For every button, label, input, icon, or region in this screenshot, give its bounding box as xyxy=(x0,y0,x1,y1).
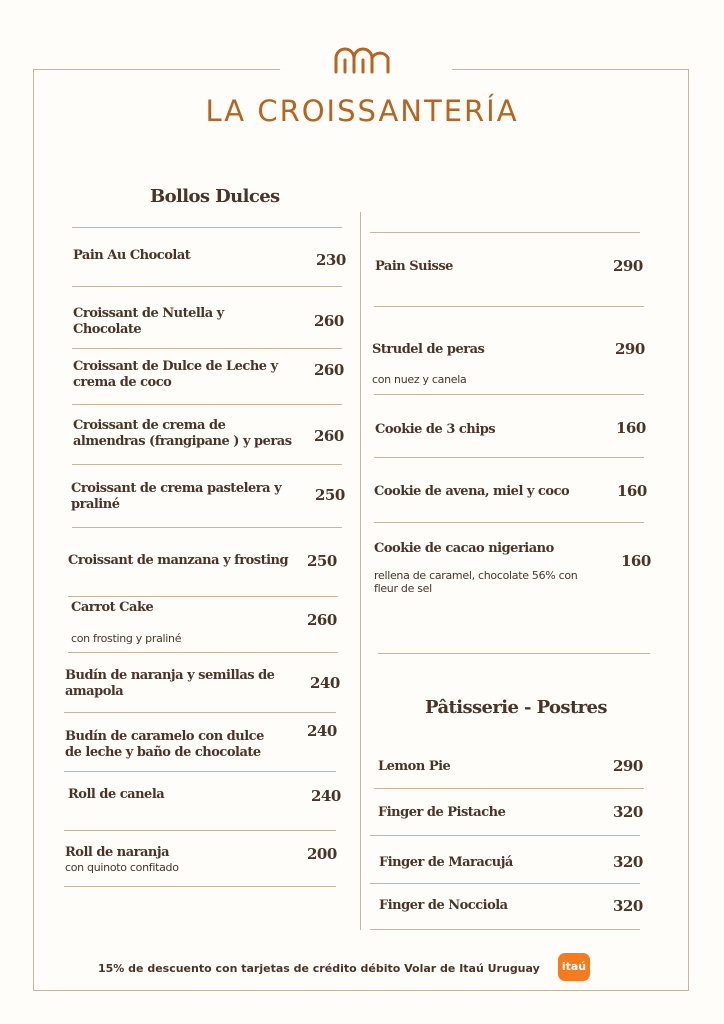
column-divider xyxy=(360,212,361,930)
divider xyxy=(68,596,338,597)
menu-item-name: Croissant de manzana y frosting xyxy=(68,553,289,568)
divider xyxy=(374,788,644,789)
menu-item-name: Croissant de crema pastelera y praliné xyxy=(71,481,282,512)
divider xyxy=(72,286,342,287)
menu-item-price: 290 xyxy=(615,340,645,358)
menu-item-description: rellena de caramel, chocolate 56% con fleur de sel xyxy=(374,569,578,595)
menu-item-name: Croissant de Dulce de Leche y crema de coco xyxy=(73,359,278,390)
menu-item-name: Carrot Cake xyxy=(71,600,154,615)
menu-item-price: 250 xyxy=(307,552,337,570)
divider xyxy=(370,232,640,233)
divider xyxy=(374,522,644,523)
menu-item-name: Cookie de 3 chips xyxy=(375,422,496,437)
menu-item-name: Roll de naranja xyxy=(65,845,169,860)
section-title-patisserie: Pâtisserie - Postres xyxy=(425,697,607,718)
promo-text: 15% de descuento con tarjetas de crédito débito Volar de Itaú Uruguay xyxy=(98,962,540,975)
section-title-bollos: Bollos Dulces xyxy=(150,186,280,207)
divider xyxy=(378,653,650,654)
menu-item-price: 160 xyxy=(617,482,647,500)
divider xyxy=(64,771,336,772)
menu-item-price: 160 xyxy=(621,552,651,570)
menu-item-name: Finger de Maracujá xyxy=(379,855,513,870)
menu-item-price: 240 xyxy=(311,787,341,805)
itau-logo: itaú xyxy=(558,953,590,981)
menu-item-name: Finger de Nocciola xyxy=(379,898,508,913)
divider xyxy=(374,394,644,395)
menu-item-name: Roll de canela xyxy=(68,787,165,802)
menu-item-price: 290 xyxy=(613,257,643,275)
divider xyxy=(374,306,644,307)
menu-item-price: 290 xyxy=(613,757,643,775)
menu-item-name: Budín de caramelo con dulce de leche y baño de chocolate xyxy=(65,729,264,760)
divider xyxy=(72,527,342,528)
divider xyxy=(64,886,336,887)
menu-item-name: Croissant de Nutella y Chocolate xyxy=(73,306,224,337)
menu-item-name: Croissant de crema de almendras (frangipane ) y peras xyxy=(73,418,292,449)
menu-item-price: 260 xyxy=(314,361,344,379)
brand-title: LA CROISSANTERÍA xyxy=(205,94,519,128)
menu-item-price: 320 xyxy=(613,897,643,915)
menu-item-name: Finger de Pistache xyxy=(378,805,506,820)
menu-item-description: con quinoto confitado xyxy=(65,861,179,874)
divider xyxy=(68,652,338,653)
menu-item-name: Strudel de peras xyxy=(372,342,485,357)
menu-item-price: 260 xyxy=(314,312,344,330)
divider xyxy=(370,835,640,836)
menu-item-name: Pain Au Chocolat xyxy=(73,248,191,263)
divider xyxy=(72,348,342,349)
menu-item-name: Cookie de cacao nigeriano xyxy=(374,541,554,556)
menu-item-name: Budín de naranja y semillas de amapola xyxy=(65,668,275,699)
divider xyxy=(72,227,342,228)
menu-item-price: 160 xyxy=(616,419,646,437)
menu-item-price: 320 xyxy=(613,853,643,871)
menu-item-price: 260 xyxy=(307,611,337,629)
divider xyxy=(72,404,342,405)
menu-item-price: 320 xyxy=(613,803,643,821)
croissant-logo-icon xyxy=(330,44,394,76)
menu-item-price: 230 xyxy=(316,251,346,269)
menu-item-price: 240 xyxy=(310,674,340,692)
menu-item-description: con frosting y praliné xyxy=(71,632,182,645)
divider xyxy=(370,883,640,884)
menu-item-name: Pain Suisse xyxy=(375,259,453,274)
menu-item-name: Cookie de avena, miel y coco xyxy=(374,484,570,499)
menu-item-price: 240 xyxy=(307,722,337,740)
menu-item-name: Lemon Pie xyxy=(378,759,451,774)
divider xyxy=(64,830,336,831)
menu-item-description: con nuez y canela xyxy=(372,373,467,386)
menu-item-price: 200 xyxy=(307,845,337,863)
divider xyxy=(64,712,336,713)
menu-item-price: 250 xyxy=(315,486,345,504)
menu-item-price: 260 xyxy=(314,427,344,445)
divider xyxy=(374,457,644,458)
divider xyxy=(370,929,640,930)
divider xyxy=(72,464,342,465)
